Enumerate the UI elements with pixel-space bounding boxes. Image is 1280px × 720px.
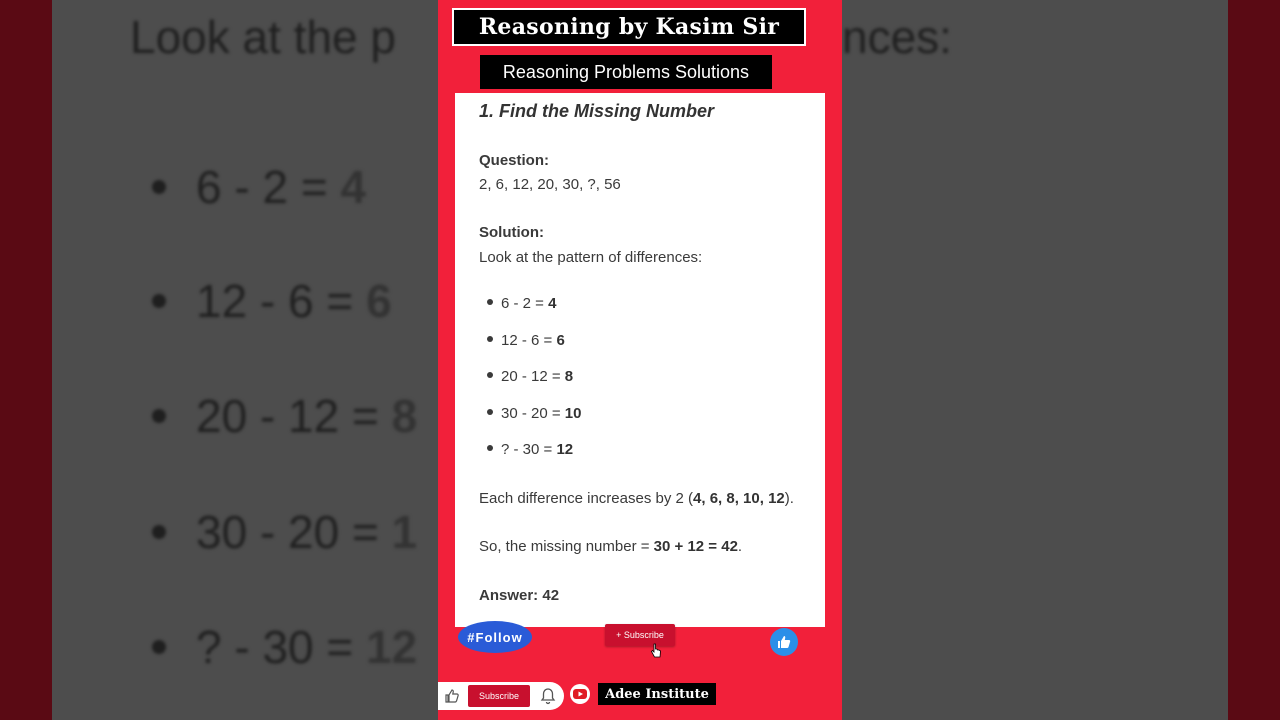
problem-heading: 1. Find the Missing Number — [479, 101, 715, 121]
subscribe-button[interactable]: + Subscribe — [605, 624, 675, 646]
list-item: ? - 30 = 12 — [487, 441, 581, 478]
question-label: Question: — [479, 152, 549, 169]
hand-cursor-icon — [650, 643, 662, 659]
background-left — [0, 0, 438, 720]
answer-text: Answer: 42 — [479, 587, 560, 604]
background-line: 6 - 2 = 4 — [152, 160, 366, 214]
shorts-frame — [438, 0, 842, 720]
like-button[interactable] — [770, 628, 798, 656]
missing-number-text: So, the missing number = 30 + 12 = 42. — [479, 538, 743, 555]
list-item: 6 - 2 = 4 — [487, 295, 581, 332]
background-line: 30 - 20 = 1 — [152, 505, 417, 559]
subtitle-banner: Reasoning Problems Solutions — [480, 55, 772, 89]
solution-label: Solution: — [479, 224, 544, 241]
follow-button[interactable]: #Follow — [458, 621, 532, 653]
channel-name[interactable]: Adee Institute — [598, 683, 716, 705]
background-line: ? - 30 = 12 — [152, 620, 417, 674]
thumbs-up-icon — [776, 634, 792, 650]
bell-icon[interactable] — [540, 687, 556, 705]
question-text: 2, 6, 12, 20, 30, ?, 56 — [479, 176, 621, 193]
background-title: nces: — [842, 11, 952, 63]
list-item: 30 - 20 = 10 — [487, 405, 581, 442]
background-edge — [0, 0, 52, 720]
list-item: 20 - 12 = 8 — [487, 368, 581, 405]
increase-text: Each difference increases by 2 (4, 6, 8, 10, 12). — [479, 490, 794, 507]
background-line: 20 - 12 = 8 — [152, 389, 417, 443]
background-edge — [1228, 0, 1280, 720]
youtube-icon — [570, 684, 590, 704]
background-panel — [52, 0, 438, 720]
background-right — [842, 0, 1280, 720]
differences-list — [487, 295, 581, 478]
bottom-action-bar — [438, 682, 564, 710]
solution-intro: Look at the pattern of differences: — [479, 249, 703, 266]
bottom-subscribe-button[interactable]: Subscribe — [468, 685, 530, 707]
background-line: 12 - 6 = 6 — [152, 274, 392, 328]
list-item: 12 - 6 = 6 — [487, 332, 581, 369]
content-card — [455, 93, 825, 627]
title-banner: Reasoning by Kasim Sir — [452, 8, 806, 46]
thumbs-up-icon[interactable] — [444, 688, 460, 704]
background-title: Look at the p — [130, 11, 396, 63]
background-panel — [842, 0, 1228, 720]
